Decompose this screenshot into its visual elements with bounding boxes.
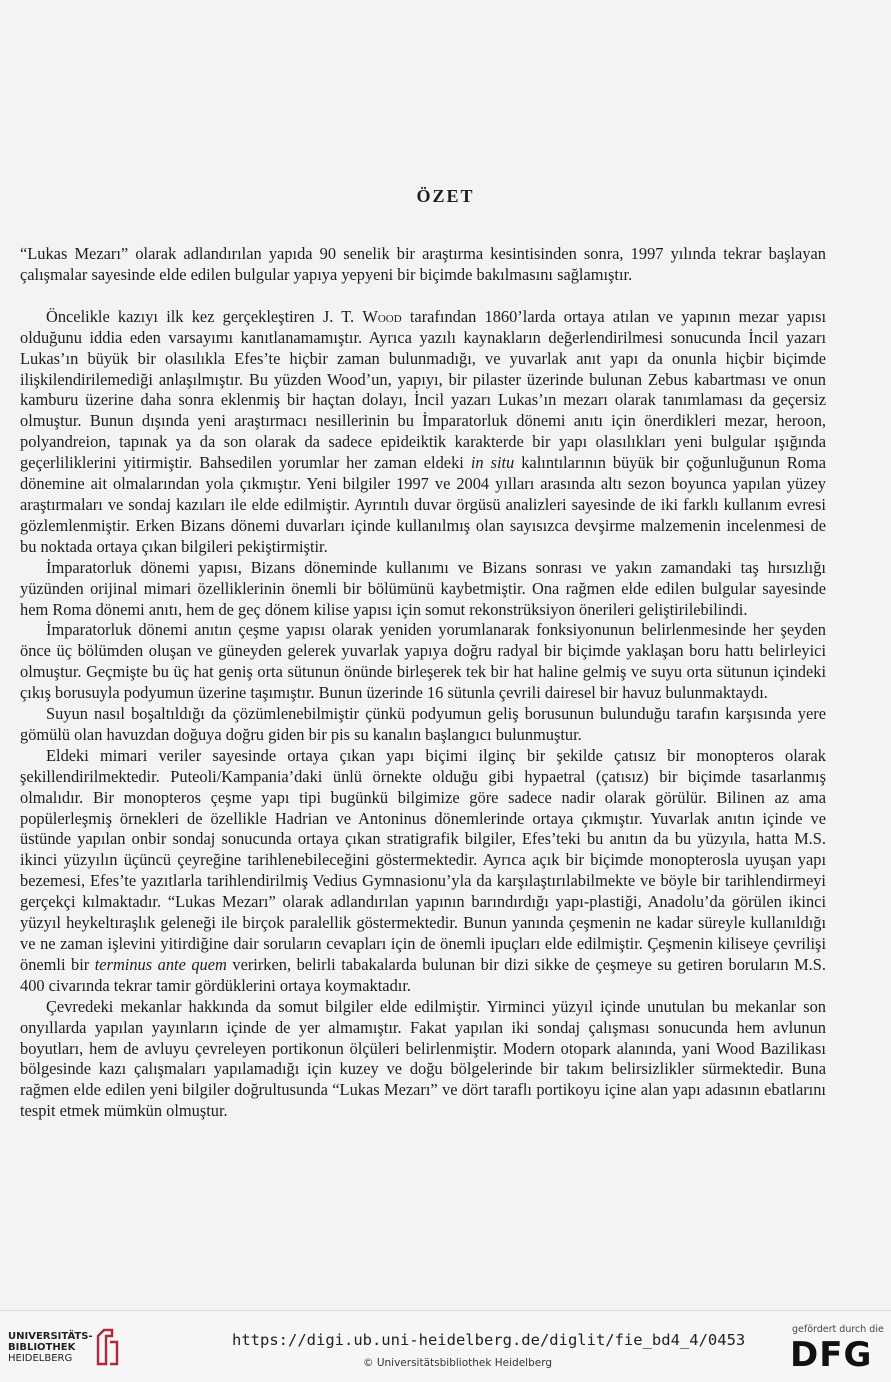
library-logo[interactable] <box>8 1331 93 1364</box>
library-logo-line3: HEIDELBERG <box>8 1353 73 1364</box>
paragraph-6: Çevredeki mekanlar hakkında da somut bilgiler elde edilmiştir. Yirminci yüzyıl içinde unutulan bu mekanlar son onyıllarda yapılan yayınların içinde de yer almamıştır. Fakat yapılan iki sondaj çalışması sonucunda hem avlunun boyutları, hem de avluyu çevreleyen portikonun ölçüleri belirlenmiştir. Modern otopark alanında, yani Wood Bazilikası bölgesinde kazı çalışmaları yapılamadığı için kuzey ve doğu bölgelerinde bir takım belirsizlikler sürmektedir. Buna rağmen elde edilen yeni bilgiler doğrultusunda “Lukas Mezarı” ve dört taraflı portikoyu içine alan yapı adasının ebatlarını tespit etmek mümkün olmuştur. <box>20 996 826 1121</box>
terminus-term: terminus ante quem <box>94 954 227 974</box>
paragraph-1 <box>20 307 826 558</box>
copyright-notice: © Universitätsbibliothek Heidelberg <box>363 1357 553 1369</box>
document-body <box>20 244 826 1122</box>
paragraph-2: İmparatorluk dönemi yapısı, Bizans döneminde kullanımı ve Bizans sonrası ve yakın zamandaki taş hırsızlığı yüzünden orijinal mimari özelliklerinin önemli bir bölümünü kaybetmiştir. Ona rağmen elde edilen bulgular sayesinde hem Roma dönemi anıtı, hem de geç dönem kilise yapısı için somut rekonstrüksiyon önerileri geliştirilebilindi. <box>20 557 826 619</box>
paragraph-5-text-b: verirken, belirli tabakalarda bulunan bir dizi sikke de çeşmeye su getiren boruların M.S. 400 civarında tekrar tamir gördüklerini ortaya koymaktadır. <box>20 954 826 995</box>
dfg-logo[interactable]: DFG <box>790 1335 873 1375</box>
library-logo-line2: BIBLIOTHEK <box>8 1342 76 1353</box>
library-logo-line1: UNIVERSITÄTS- <box>8 1331 93 1342</box>
paragraph-1-text-b: tarafından 1860’larda ortaya atılan ve yapının mezar yapısı olduğunu iddia eden varsayımı kanıtlanamamıştır. Ayrıca yazılı kaynakların değerlendirilmesi sonucunda İncil yazarı Lukas’ın büyük bir olasılıkla Efes’te hiçbir zaman bulunmadığı, ve yuvarlak anıt yapı da onunla hiçbir biçimde ilişkilendirilemediği anlaşılmıştır. Bu yüzden Wood’un, yapıyı, bir pilaster üzerinde bulunan Zebus kabartması ve onun kamburu üzerine daha sonra eklenmiş bir haçtan dolayı, İncil yazarı Lukas’ın mezarı olarak tanımlaması da geçersiz olmuştur. Bunun dışında yeni araştırmacı nesillerinin bu İmparatorluk dönemi anıtı için önerdikleri mezar, heroon, polyandreion, tapınak ya da son olarak da sadece epideiktik karakterde bir yapı olasılıkları yeni bulgular ışığında geçerliliklerini yitirmiştir. Bahsedilen yorumlar her zaman eldeki <box>20 306 827 473</box>
paragraph-5-text-a: Eldeki mimari veriler sayesinde ortaya çıkan yapı biçimi ilginç bir şekilde çatısız bir monopteros olarak şekillendirilmektedir. Puteoli/Kampania’daki ünlü örnekte olduğu gibi hypaetral (çatısız) bir biçimde tasarlanmış olmalıdır. Bir monopteros çeşme yapı tipi bugünkü bilgimize göre sadece nadir olarak görülür. Bilinen az ama popülerleşmiş örnekleri de özellikle Hadrian ve Antoninus dönemlerinde ortaya çıkmıştır. Yuvarlak anıtın içinde ve üstünde yapılan onbir sondaj sonucunda ortaya çıkan stratigrafik bilgiler, Efes’teki bu anıtın da bu yüzyıla, hatta M.S. ikinci yüzyılın üçüncü çeyreğine tarihlenebileceğini göstermektedir. Ayrıca açık bir biçimde monopterosla uyuşan yapı bezemesi, Efes’te yazıtlarla tarihlendirilmiş Vedius Gymnasionu’yla da karşılaştırılabilmekte ve böyle bir tarihlendirmeyi gerçekçi kılmaktadır. “Lukas Mezarı” olarak adlandırılan yapının barındırdığı yapı-plastiği, Anadolu’da görülen ikinci yüzyıl heykeltıraşlık geleneği ile birçok paralellik göstermektedir. Bunun yanında çeşmenin ne kadar süreyle kullanıldığı ve ne zaman işlevini yitirdiğine dair soruların cevapları için de önemli ipuçları elde edilmiştir. Çeşmenin kiliseye çevrilişi önemli bir <box>20 745 826 974</box>
in-situ-term: in situ <box>470 453 515 473</box>
library-emblem-icon <box>90 1328 120 1366</box>
paragraph-3: İmparatorluk dönemi anıtın çeşme yapısı olarak yeniden yorumlanarak fonksiyonunun belirlenmesinde her şeyden önce üç bölümden oluşan ve güneyden gelerek yuvarlak yapıya doğru radyal bir biçimde yaklaşan boru hattı belirleyici olmuştur. Geçmişte bu üç hat geniş orta sütunun önünde birleşerek tek bir hat haline gelmiş ve suyu orta sütunun içindeki çıkış borusuyla podyumun üzerine taşımıştır. Bunun üzerinde 16 sütunla çevrili dairesel bir havuz bulunmaktaydı. <box>20 620 826 703</box>
page-title: ÖZET <box>416 186 475 206</box>
viewer-footer <box>0 1310 891 1382</box>
paragraph-5 <box>20 746 826 997</box>
author-name-wood: Wood <box>362 306 402 326</box>
paragraph-1-text-a: Öncelikle kazıyı ilk kez gerçekleştiren J. T. <box>46 306 363 326</box>
funded-by-label: gefördert durch die <box>792 1324 884 1335</box>
intro-paragraph: “Lukas Mezarı” olarak adlandırılan yapıda 90 senelik bir araştırma kesintisinden sonra, 1997 yılında tekrar başlayan çalışmalar sayesinde elde edilen bulgular yapıya yepyeni bir biçimde bakılmasını sağlamıştır. <box>20 244 826 284</box>
paragraph-4: Suyun nasıl boşaltıldığı da çözümlenebilmiştir çünkü podyumun geliş borusunun bulunduğu tarafın karşısında yere gömülü olan havuzdan doğuya doğru giden bir pis su kanalın başlangıcı bulunmuştur. <box>20 704 826 744</box>
paragraph-1-text-c: kalıntılarının büyük bir çoğunluğunun Roma dönemine ait olmalarından yola çıkmıştır. Yeni bilgiler 1997 ve 2004 yılları arasında altı sezon boyunca yapılan yüzey araştırmaları ve sondaj kazıları ile elde edilmiştir. Ayrıntılı duvar örgüsü analizleri sayesinde de iki farklı kullanım evresi gözlemlenmiştir. Erken Bizans dönemi duvarları içinde kullanılmış olan sayısızca devşirme malzemenin incelenmesi de bu noktada ortaya çıkan bilgileri pekiştirmiştir. <box>20 453 826 556</box>
permalink-url[interactable]: https://digi.ub.uni-heidelberg.de/diglit/fie_bd4_4/0453 <box>232 1331 746 1349</box>
